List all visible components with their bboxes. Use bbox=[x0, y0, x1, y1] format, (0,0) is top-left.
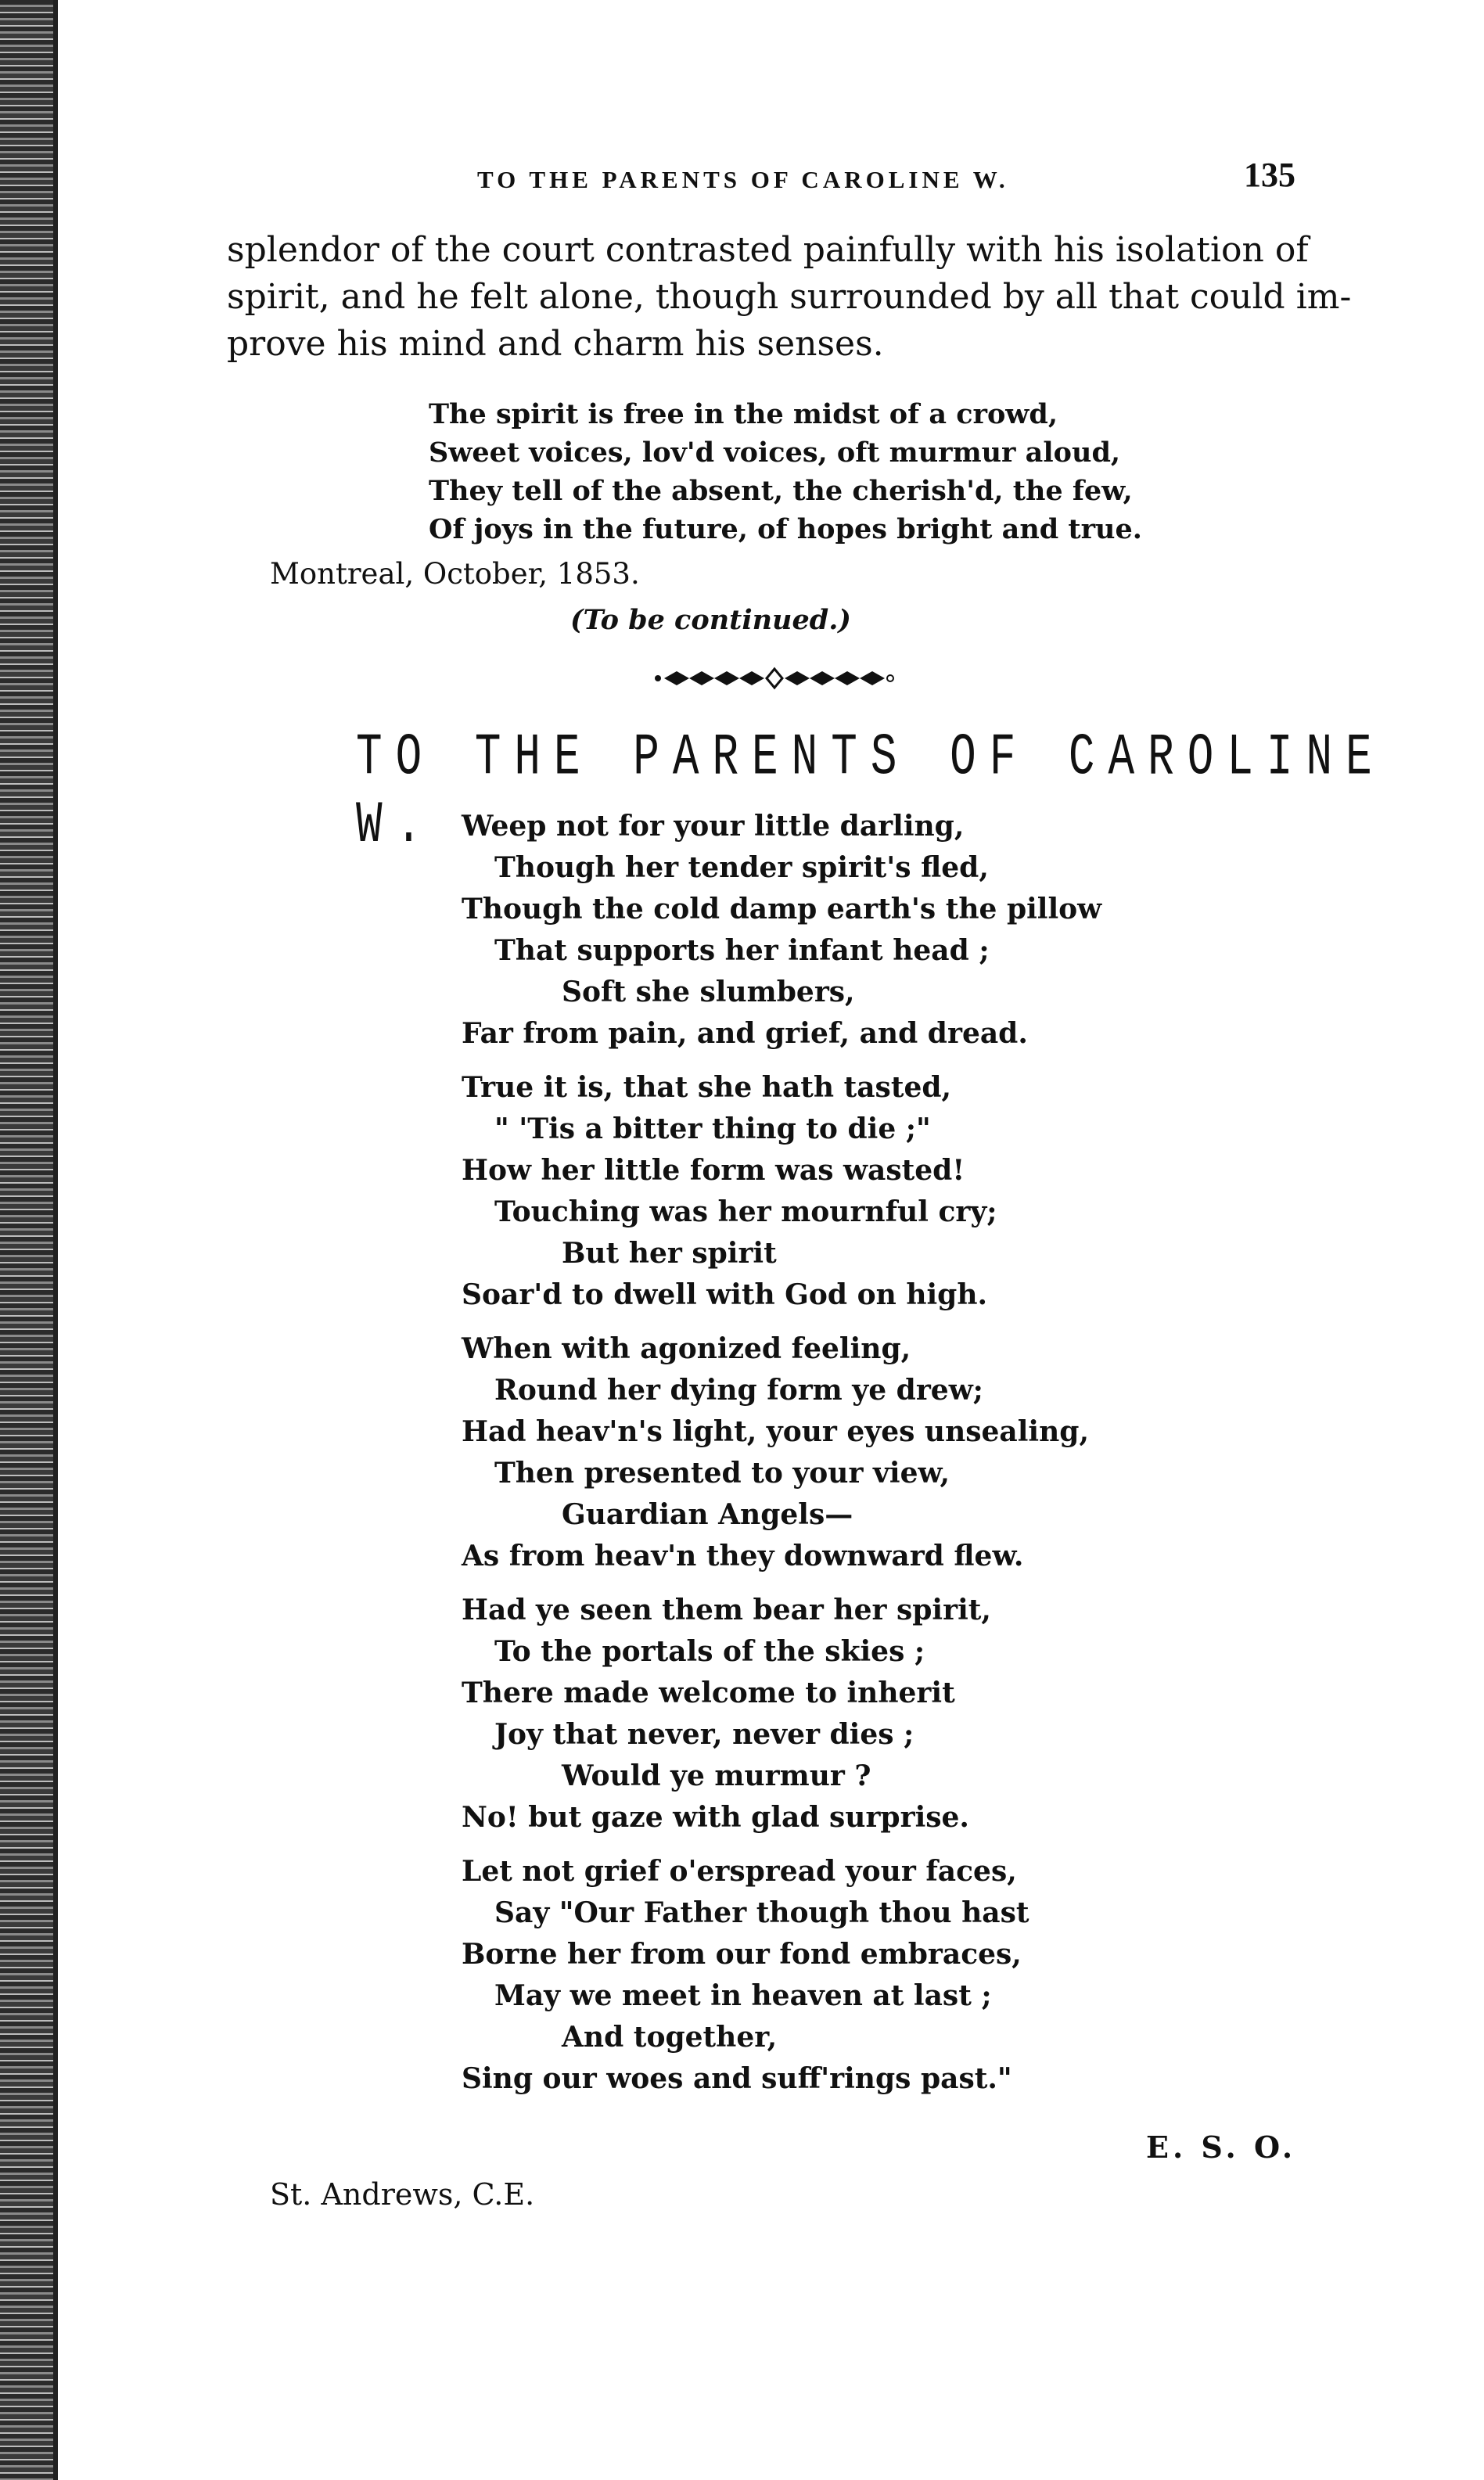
poem-line: Guardian Angels— bbox=[562, 1498, 853, 1531]
stanza bbox=[462, 1851, 1101, 2100]
place-line: St. Andrews, C.E. bbox=[270, 2177, 535, 2212]
poem-line: When with agonized feeling, bbox=[462, 1332, 911, 1365]
ornament-divider-icon bbox=[653, 665, 896, 692]
poem-line: As from heav'n they downward flew. bbox=[462, 1540, 1024, 1572]
quote-line: The spirit is free in the midst of a crowd, bbox=[429, 398, 1058, 430]
prose-line: spirit, and he felt alone, though surrounded by all that could im- bbox=[227, 277, 1352, 317]
poem-line: Joy that never, never dies ; bbox=[494, 1718, 914, 1751]
to-be-continued-text: (To be continued.) bbox=[570, 604, 851, 636]
poem-line: Let not grief o'erspread your faces, bbox=[462, 1855, 1017, 1888]
poem-line: Sing our woes and suff'rings past." bbox=[462, 2062, 1012, 2095]
poem-line: But her spirit bbox=[562, 1237, 777, 1270]
poem-line: True it is, that she hath tasted, bbox=[462, 1071, 952, 1104]
poem-line: And together, bbox=[562, 2021, 778, 2054]
verse-quote bbox=[429, 395, 1142, 548]
poem-line: Far from pain, and grief, and dread. bbox=[462, 1017, 1028, 1050]
stanza bbox=[462, 1067, 1101, 1316]
poem-line: Touching was her mournful cry; bbox=[494, 1195, 997, 1228]
poem-body bbox=[462, 806, 1101, 2112]
poem-line: Then presented to your view, bbox=[494, 1457, 950, 1490]
running-head: TO THE PARENTS OF CAROLINE W. bbox=[477, 166, 1009, 193]
poem-line: Say "Our Father though thou hast bbox=[494, 1896, 1029, 1929]
to-be-continued-note bbox=[0, 604, 1484, 636]
poem-line: To the portals of the skies ; bbox=[494, 1635, 925, 1668]
stanza bbox=[462, 806, 1101, 1055]
stanza bbox=[462, 1328, 1101, 1577]
author-initials: E. S. O. bbox=[1146, 2130, 1297, 2165]
poem-line: How her little form was wasted! bbox=[462, 1154, 965, 1187]
poem-line: Would ye murmur ? bbox=[562, 1759, 871, 1792]
prose-line: splendor of the court contrasted painfully with his isolation of bbox=[227, 230, 1309, 270]
poem-line: Soft she slumbers, bbox=[562, 976, 855, 1008]
poem-line: Borne her from our fond embraces, bbox=[462, 1938, 1022, 1971]
prose-paragraph bbox=[227, 227, 1352, 368]
poem-line: Round her dying form ye drew; bbox=[494, 1374, 983, 1407]
poem-title: TO THE PARENTS OF CAROLINE W. bbox=[356, 724, 1385, 859]
poem-line: May we meet in heaven at last ; bbox=[494, 1979, 992, 2012]
stanza bbox=[462, 1590, 1101, 1838]
poem-line: Though her tender spirit's fled, bbox=[494, 851, 989, 884]
poem-line: No! but gaze with glad surprise. bbox=[462, 1801, 969, 1834]
poem-line: " 'Tis a bitter thing to die ;" bbox=[494, 1112, 931, 1145]
prose-line: prove his mind and charm his senses. bbox=[227, 324, 884, 364]
poem-line: Soar'd to dwell with God on high. bbox=[462, 1278, 988, 1311]
dateline: Montreal, October, 1853. bbox=[270, 557, 640, 591]
quote-line: Of joys in the future, of hopes bright and true. bbox=[429, 513, 1142, 545]
poem-line: There made welcome to inherit bbox=[462, 1677, 955, 1709]
page-number: 135 bbox=[1244, 156, 1295, 194]
quote-line: Sweet voices, lov'd voices, oft murmur aloud, bbox=[429, 437, 1121, 469]
poem-line: Though the cold damp earth's the pillow bbox=[462, 893, 1102, 926]
poem-line: Weep not for your little darling, bbox=[462, 810, 965, 843]
poem-line: That supports her infant head ; bbox=[494, 934, 990, 967]
poem-line: Had ye seen them bear her spirit, bbox=[462, 1594, 991, 1626]
poem-line: Had heav'n's light, your eyes unsealing, bbox=[462, 1415, 1089, 1448]
quote-line: They tell of the absent, the cherish'd, the few, bbox=[429, 475, 1133, 507]
